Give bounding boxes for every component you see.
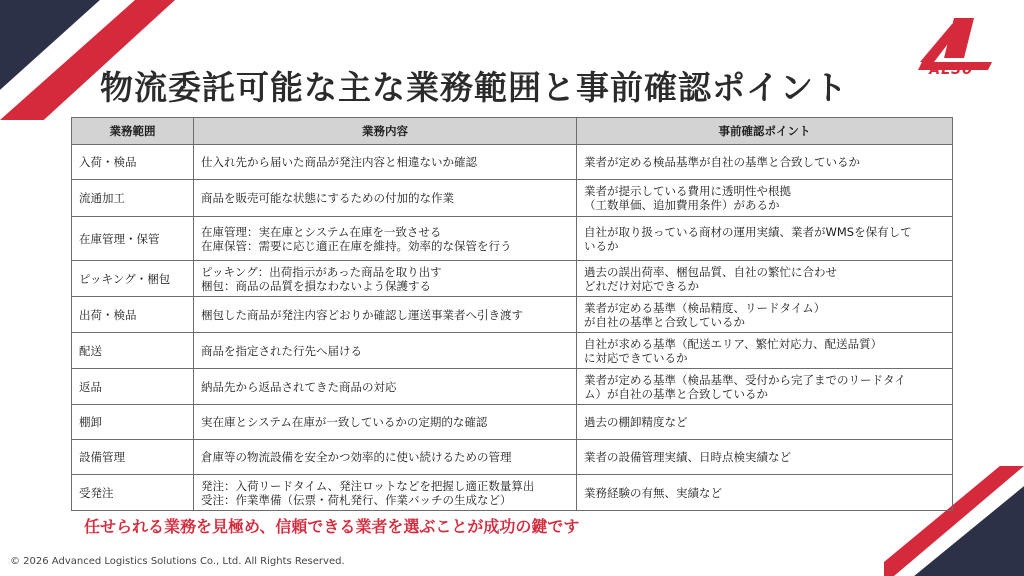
scope-cell: 受発注 xyxy=(72,475,194,511)
scope-cell: 設備管理 xyxy=(72,440,194,475)
business-scope-table xyxy=(71,117,953,511)
checkpoint-cell xyxy=(577,145,953,180)
content-line: 商品を指定された行先へ届ける xyxy=(201,343,362,358)
table-row xyxy=(72,333,953,369)
checkpoint-line: が自社の基準と合致しているか xyxy=(584,314,745,329)
content-line: 受注：作業準備（伝票・荷札発行、作業バッチの生成など） xyxy=(201,492,512,507)
key-message: 任せられる業務を見極め、信頼できる業者を選ぶことが成功の鍵です xyxy=(84,517,580,536)
checkpoint-line: に対応できているか xyxy=(584,350,688,365)
content-line: 商品を販売可能な状態にするための付加的な作業 xyxy=(201,191,454,205)
content-line: 倉庫等の物流設備を安全かつ効率的に使い続けるための管理 xyxy=(201,450,512,464)
checkpoint-cell xyxy=(577,405,953,440)
content-line: 在庫保管：需要に応じ適正在庫を維持。効率的な保管を行う xyxy=(201,238,512,253)
checkpoint-line: ム）が自社の基準と合致しているか xyxy=(584,386,768,401)
scope-cell: 在庫管理・保管 xyxy=(72,217,194,261)
checkpoint-line: 業務経験の有無、実績など xyxy=(584,485,722,500)
logo-text: ALSo xyxy=(929,62,973,78)
scope-cell: 配送 xyxy=(72,333,194,369)
checkpoint-line: （工数単価、追加費用条件）があるか xyxy=(584,198,780,212)
content-cell xyxy=(194,440,577,475)
checkpoint-cell xyxy=(577,261,953,297)
checkpoint-cell xyxy=(577,369,953,405)
table-row xyxy=(72,217,953,261)
checkpoint-line: 自社が求める基準（配送エリア、繁忙対応力、配送品質） xyxy=(584,336,883,351)
content-line: 発注：入荷リードタイム、発注ロットなどを把握し適正数量算出 xyxy=(201,478,535,493)
content-cell xyxy=(194,297,577,333)
column-header-scope: 業務範囲 xyxy=(72,118,194,145)
checkpoint-cell xyxy=(577,217,953,261)
content-line: 納品先から返品されてきた商品の対応 xyxy=(201,379,397,394)
checkpoint-cell xyxy=(577,297,953,333)
content-line: 仕入れ先から届いた商品が発注内容と相違ないか確認 xyxy=(201,155,477,169)
checkpoint-line: 業者が定める基準（検品精度、リードタイム） xyxy=(584,300,826,315)
content-cell xyxy=(194,261,577,297)
table-row xyxy=(72,180,953,217)
checkpoint-line: 過去の棚卸精度など xyxy=(584,415,688,429)
content-cell xyxy=(194,145,577,180)
checkpoint-cell xyxy=(577,440,953,475)
content-cell xyxy=(194,405,577,440)
copyright-notice: © 2026 Advanced Logistics Solutions Co., Ltd. All Rights Reserved. xyxy=(10,556,345,567)
content-line: ピッキング：出荷指示があった商品を取り出す xyxy=(201,264,442,279)
table-row xyxy=(72,145,953,180)
content-line: 梱包：商品の品質を損なわないよう保護する xyxy=(201,278,431,293)
content-line: 実在庫とシステム在庫が一致しているかの定期的な確認 xyxy=(201,415,488,429)
content-cell xyxy=(194,369,577,405)
checkpoint-line: 自社が取り扱っている商材の運用実績、業者がWMSを保有して xyxy=(584,224,912,239)
content-line: 在庫管理：実在庫とシステム在庫を一致させる xyxy=(201,224,442,239)
table-row xyxy=(72,475,953,511)
checkpoint-line: どれだけ対応できるか xyxy=(584,278,699,293)
checkpoint-line: いるか xyxy=(584,238,619,253)
checkpoint-line: 業者が定める検品基準が自社の基準と合致しているか xyxy=(584,155,860,169)
table-row xyxy=(72,261,953,297)
checkpoint-cell xyxy=(577,333,953,369)
table-header-row xyxy=(72,118,953,145)
scope-cell: 返品 xyxy=(72,369,194,405)
column-header-content: 業務内容 xyxy=(194,118,577,145)
content-cell xyxy=(194,217,577,261)
scope-cell: 入荷・検品 xyxy=(72,145,194,180)
checkpoint-line: 過去の誤出荷率、梱包品質、自社の繁忙に合わせ xyxy=(584,264,837,279)
scope-cell: 棚卸 xyxy=(72,405,194,440)
table-row xyxy=(72,369,953,405)
content-cell xyxy=(194,333,577,369)
checkpoint-line: 業者が定める基準（検品基準、受付から完了までのリードタイ xyxy=(584,372,906,387)
table-row xyxy=(72,405,953,440)
checkpoint-cell xyxy=(577,180,953,217)
content-cell xyxy=(194,180,577,217)
scope-cell: 出荷・検品 xyxy=(72,297,194,333)
content-cell xyxy=(194,475,577,511)
table-row xyxy=(72,297,953,333)
page-title: 物流委託可能な主な業務範囲と事前確認ポイント xyxy=(100,68,848,107)
checkpoint-line: 業者が提示している費用に透明性や根拠 xyxy=(584,184,791,198)
scope-cell: 流通加工 xyxy=(72,180,194,217)
column-header-checkpoint: 事前確認ポイント xyxy=(577,118,953,145)
content-line: 梱包した商品が発注内容どおりか確認し運送事業者へ引き渡す xyxy=(201,307,523,322)
checkpoint-line: 業者の設備管理実績、日時点検実績など xyxy=(584,450,791,464)
table-row xyxy=(72,440,953,475)
checkpoint-cell xyxy=(577,475,953,511)
scope-cell: ピッキング・梱包 xyxy=(72,261,194,297)
